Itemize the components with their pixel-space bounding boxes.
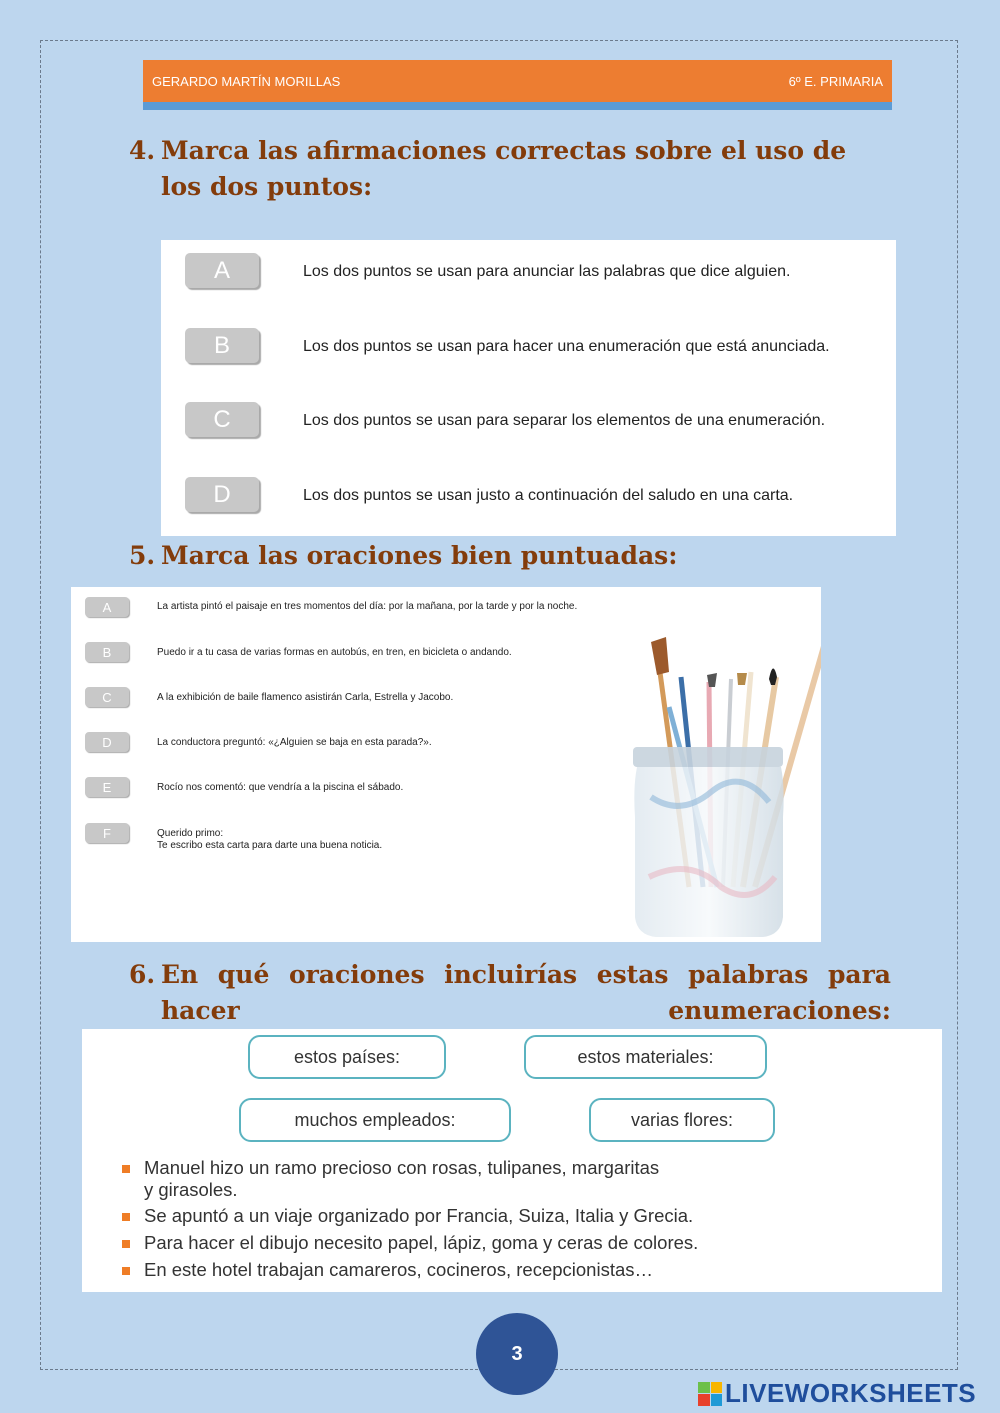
q4-option-c-button[interactable]: C [185, 402, 259, 437]
q5-heading [129, 538, 861, 574]
liveworksheets-logo-icon [698, 1382, 722, 1406]
bullet-square-icon [122, 1165, 130, 1173]
bullet-square-icon [122, 1267, 130, 1275]
q4-options-panel [161, 240, 896, 536]
q6-sentence-3-text: Para hacer el dibujo necesito papel, lápiz, goma y ceras de colores. [144, 1232, 699, 1253]
header-rule [143, 102, 892, 110]
q5-option-f-button[interactable]: F [85, 823, 129, 843]
q6-panel [82, 1029, 942, 1292]
q5-option-c-button[interactable]: C [85, 687, 129, 707]
q4-option-d-button[interactable]: D [185, 477, 259, 512]
q4-option-a-text: Los dos puntos se usan para anunciar las palabras que dice alguien. [303, 263, 791, 280]
paintbrush-jar-illustration [541, 587, 821, 942]
q5-option-c-text: A la exhibición de baile flamenco asistirán Carla, Estrella y Jacobo. [157, 692, 454, 703]
q6-heading [129, 957, 891, 1029]
q4-option-c-text: Los dos puntos se usan para separar los elementos de una enumeración. [303, 412, 826, 429]
q5-title: Marca las oraciones bien puntuadas: [161, 541, 678, 570]
header-grade: 6º E. PRIMARIA [788, 73, 883, 89]
header-author: GERARDO MARTÍN MORILLAS [152, 73, 341, 89]
q6-sentence-1-line1: Manuel hizo un ramo precioso con rosas, tulipanes, margaritas [144, 1157, 660, 1178]
word-box-paises[interactable]: estos países: [248, 1035, 446, 1079]
q5-option-d-button[interactable]: D [85, 732, 129, 752]
q4-title: Marca las afirmaciones correctas sobre el uso de los dos puntos: [161, 136, 847, 201]
q4-heading [129, 133, 891, 205]
q5-number: 5. [129, 541, 156, 570]
q4-option-d[interactable] [161, 477, 896, 517]
q4-number: 4. [129, 136, 156, 165]
q5-option-e-button[interactable]: E [85, 777, 129, 797]
q5-option-f-line2: Te escribo esta carta para darte una buena noticia. [157, 840, 383, 851]
q5-option-d-text: La conductora preguntó: «¿Alguien se baja en esta parada?». [157, 737, 432, 748]
word-box-materiales[interactable]: estos materiales: [524, 1035, 767, 1079]
q6-sentence-2-text: Se apuntó a un viaje organizado por Francia, Suiza, Italia y Grecia. [144, 1205, 694, 1226]
q4-option-b[interactable] [161, 328, 896, 368]
word-box-flores[interactable]: varias flores: [589, 1098, 775, 1142]
q5-option-b-button[interactable]: B [85, 642, 129, 662]
q4-option-b-text: Los dos puntos se usan para hacer una enumeración que está anunciada. [303, 338, 830, 355]
q5-option-e-text: Rocío nos comentó: que vendría a la piscina el sábado. [157, 782, 404, 793]
q4-option-a[interactable] [161, 253, 896, 293]
q6-number: 6. [129, 960, 156, 989]
q6-sentence-1-line2: y girasoles. [144, 1179, 238, 1200]
q4-option-d-text: Los dos puntos se usan justo a continuación del saludo en una carta. [303, 487, 794, 504]
word-box-empleados[interactable]: muchos empleados: [239, 1098, 511, 1142]
q5-option-a-text: La artista pintó el paisaje en tres momentos del día: por la mañana, por la tarde y por la noche. [157, 601, 578, 612]
bullet-square-icon [122, 1213, 130, 1221]
page-header [143, 60, 892, 102]
watermark-brand: LIVEWORKSHEETS [725, 1378, 977, 1408]
q6-title: En qué oraciones incluirías estas palabras para hacer enumeraciones: [161, 960, 891, 1025]
liveworksheets-watermark [698, 1378, 976, 1409]
q4-option-b-button[interactable]: B [185, 328, 259, 363]
q5-option-b-text: Puedo ir a tu casa de varias formas en autobús, en tren, en bicicleta o andando. [157, 647, 512, 658]
q5-option-f-line1: Querido primo: [157, 828, 224, 839]
q5-option-f-text [157, 828, 382, 852]
q4-option-a-button[interactable]: A [185, 253, 259, 288]
q4-option-c[interactable] [161, 402, 896, 442]
page-number: 3 [476, 1313, 558, 1395]
q5-option-a-button[interactable]: A [85, 597, 129, 617]
q5-options-panel [71, 587, 821, 942]
q6-sentence-4-text: En este hotel trabajan camareros, cocineros, recepcionistas… [144, 1259, 654, 1280]
bullet-square-icon [122, 1240, 130, 1248]
